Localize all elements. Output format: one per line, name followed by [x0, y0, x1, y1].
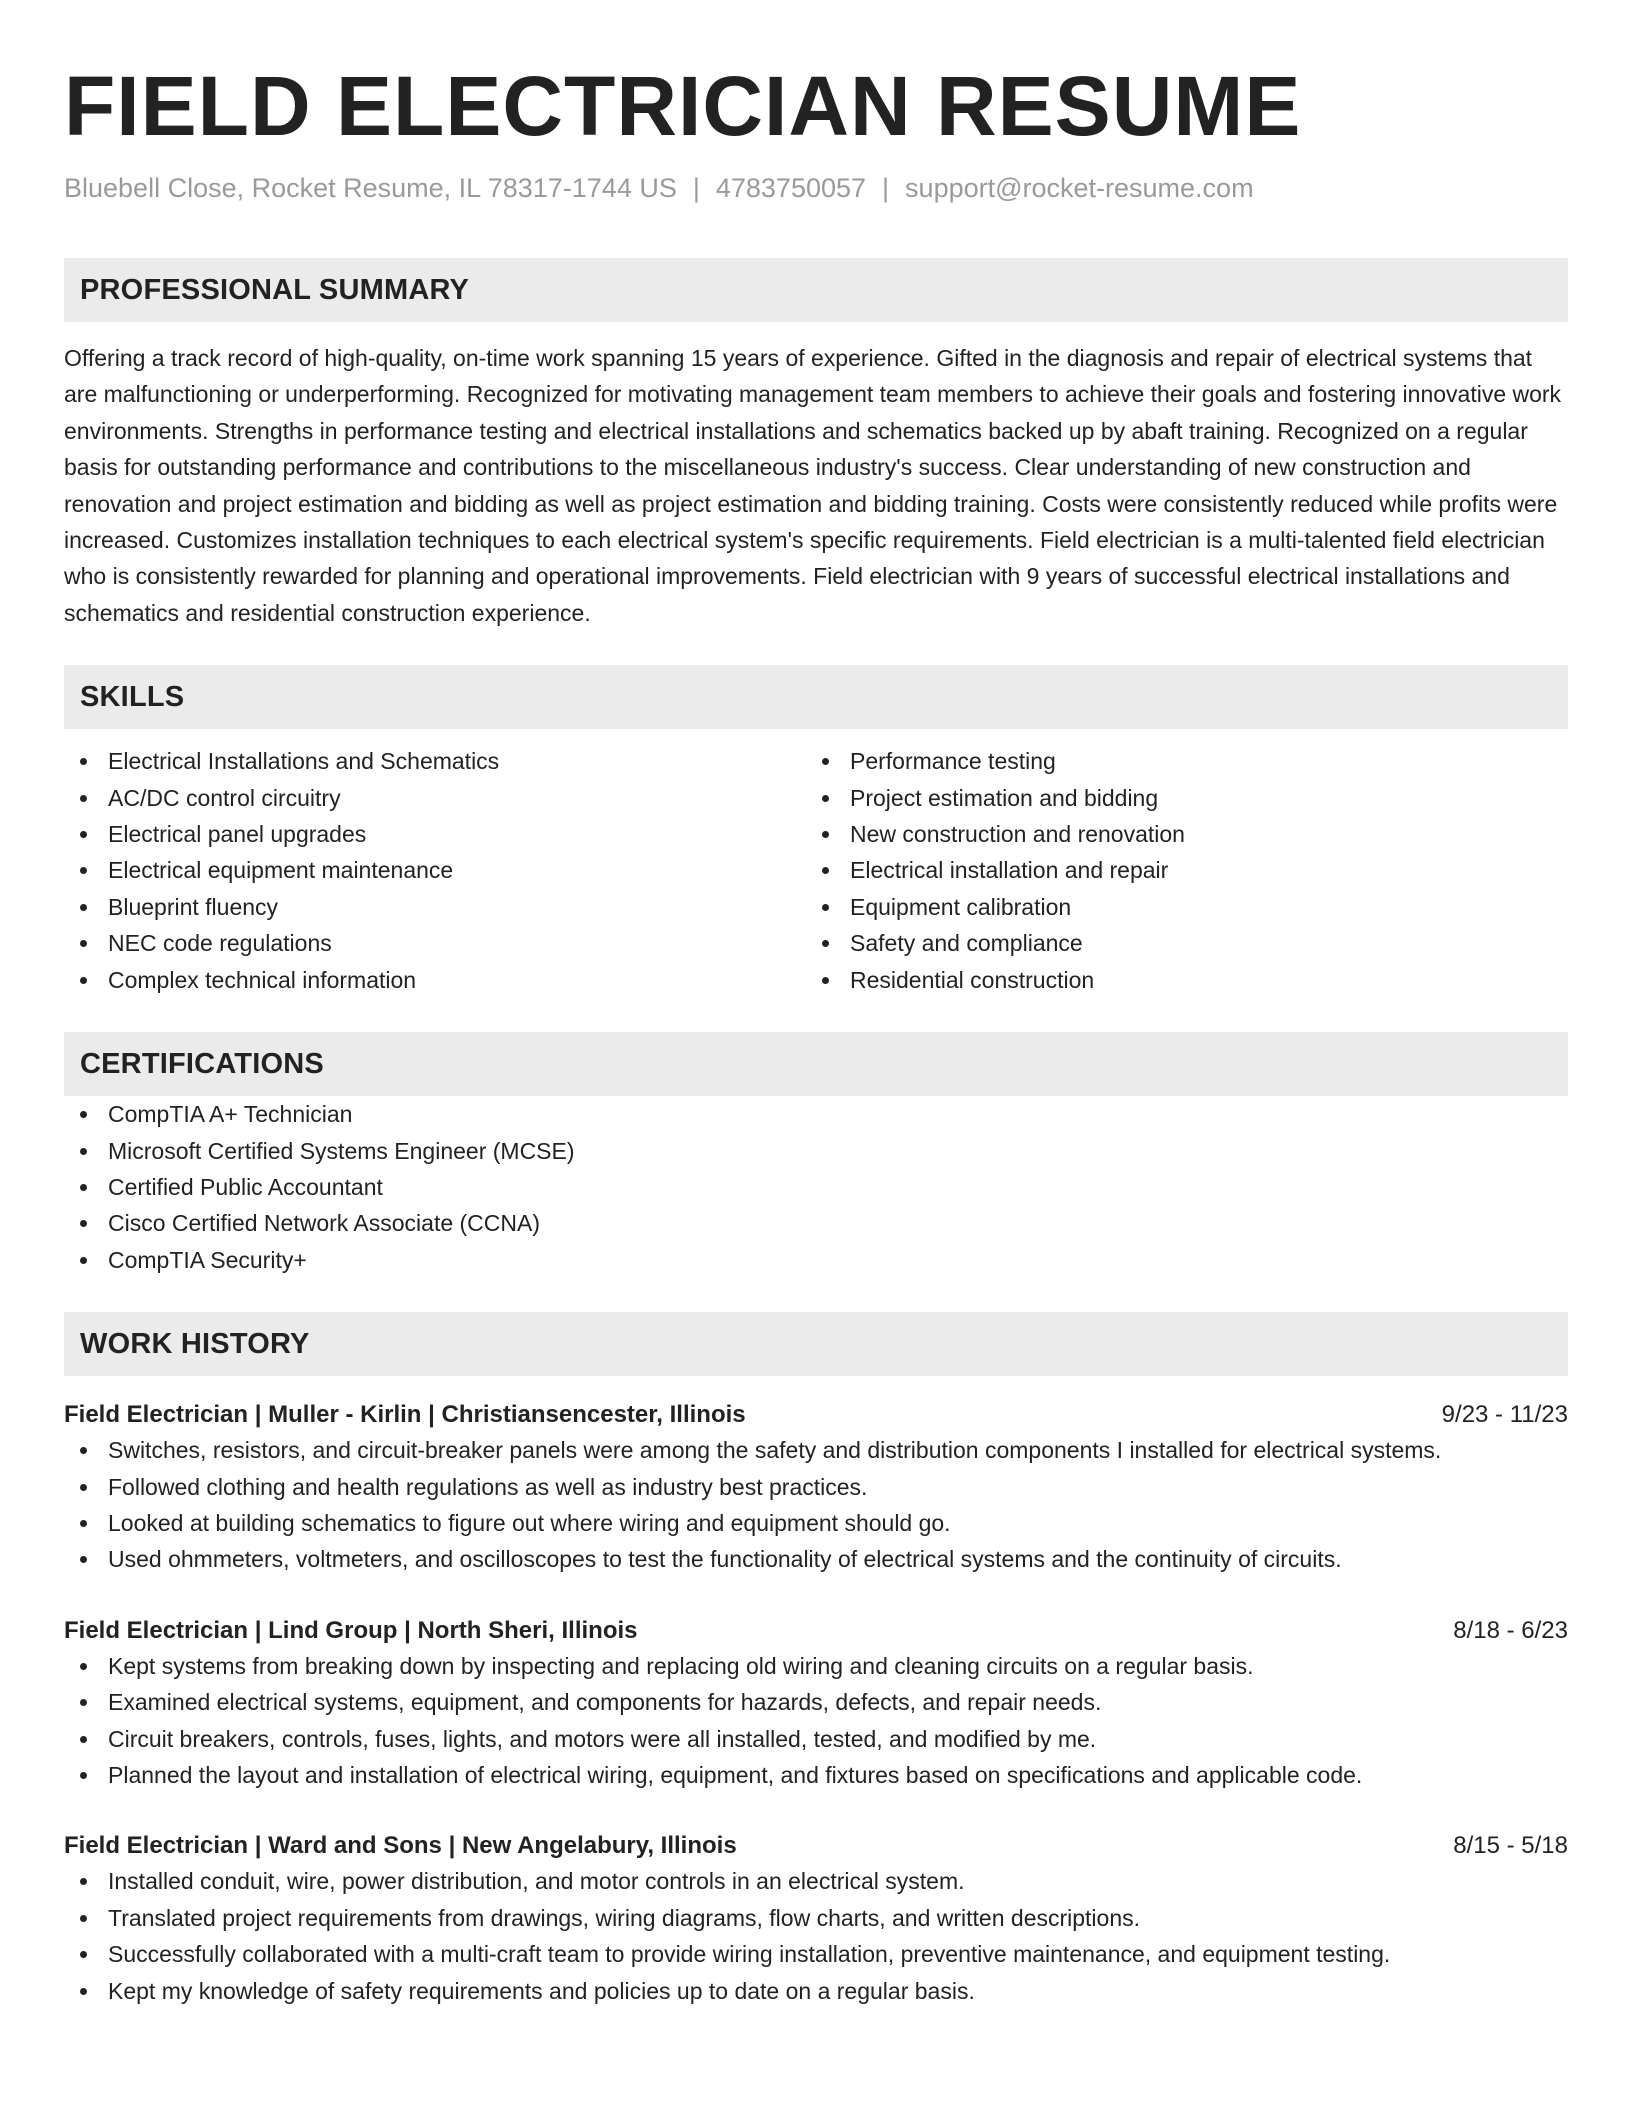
skills-list-right [806, 743, 1548, 998]
skill-item: NEC code regulations [64, 925, 806, 961]
job-bullet: Switches, resistors, and circuit-breaker panels were among the safety and distribution components I installed for electrical systems. [64, 1432, 1568, 1468]
contact-separator: | [882, 173, 890, 203]
contact-line [64, 170, 1568, 206]
certification-item: CompTIA A+ Technician [64, 1096, 1568, 1132]
certifications-list [64, 1096, 1568, 1278]
skill-item: Equipment calibration [806, 889, 1548, 925]
job-bullet: Kept my knowledge of safety requirements and policies up to date on a regular basis. [64, 1973, 1568, 2009]
contact-address: Bluebell Close, Rocket Resume, IL 78317-1744 US [64, 173, 677, 203]
job-bullet: Followed clothing and health regulations as well as industry best practices. [64, 1469, 1568, 1505]
job-bullet: Circuit breakers, controls, fuses, lights, and motors were all installed, tested, and modified by me. [64, 1721, 1568, 1757]
job-dates: 8/18 - 6/23 [1453, 1616, 1568, 1644]
job-bullets [64, 1432, 1568, 1578]
job-dates: 8/15 - 5/18 [1453, 1832, 1568, 1860]
job-heading-row [64, 1829, 1568, 1863]
resume-title: FIELD ELECTRICIAN RESUME [64, 59, 1302, 153]
certification-item: Microsoft Certified Systems Engineer (MCSE) [64, 1133, 1568, 1169]
job-bullets [64, 1648, 1568, 1794]
certification-item: CompTIA Security+ [64, 1242, 1568, 1278]
skills-column-left [64, 743, 806, 998]
section-header-certifications: CERTIFICATIONS [64, 1032, 1568, 1096]
skills-column-right [806, 743, 1548, 998]
job-bullet: Examined electrical systems, equipment, and components for hazards, defects, and repair needs. [64, 1684, 1568, 1720]
contact-phone: 4783750057 [715, 173, 867, 203]
skills-list-left [64, 743, 806, 998]
skill-item: Complex technical information [64, 962, 806, 998]
skill-item: AC/DC control circuitry [64, 780, 806, 816]
skill-item: Electrical equipment maintenance [64, 852, 806, 888]
job-bullet: Installed conduit, wire, power distribution, and motor controls in an electrical system. [64, 1863, 1568, 1899]
job-entry [64, 1829, 1568, 2009]
skill-item: Safety and compliance [806, 925, 1548, 961]
job-entry [64, 1614, 1568, 1794]
skill-item: Electrical Installations and Schematics [64, 743, 806, 779]
job-title: Field Electrician | Muller - Kirlin | Christiansencester, Illinois [64, 1401, 746, 1429]
job-dates: 9/23 - 11/23 [1441, 1401, 1568, 1429]
contact-email: support@rocket-resume.com [905, 173, 1254, 203]
section-header-summary: PROFESSIONAL SUMMARY [64, 258, 1568, 322]
certification-item: Certified Public Accountant [64, 1169, 1568, 1205]
skill-item: Performance testing [806, 743, 1548, 779]
job-entry [64, 1398, 1568, 1578]
job-bullet: Translated project requirements from drawings, wiring diagrams, flow charts, and written descriptions. [64, 1900, 1568, 1936]
section-header-work-history: WORK HISTORY [64, 1312, 1568, 1376]
skill-item: Blueprint fluency [64, 889, 806, 925]
job-heading-row [64, 1398, 1568, 1432]
skill-item: New construction and renovation [806, 816, 1548, 852]
summary-text: Offering a track record of high-quality, on-time work spanning 15 years of experience. Gifted in the diagnosis and repair of electrical systems that are malfunctioning or underperforming. Recognized for motivating management team members to achieve their goals and fostering innovative work environments. Strengths in performance testing and electrical installations and schematics backed up by abaft training. Recognized on a regular basis for outstanding performance and contributions to the miscellaneous industry's success. Clear understanding of new construction and renovation and project estimation and bidding as well as project estimation and bidding training. Costs were consistently reduced while profits were increased. Customizes installation techniques to each electrical system's specific requirements. Field electrician is a multi-talented field electrician who is consistently rewarded for planning and operational improvements. Field electrician with 9 years of successful electrical installations and schematics and residential construction experience. [64, 345, 1562, 626]
skill-item: Project estimation and bidding [806, 780, 1548, 816]
skill-item: Residential construction [806, 962, 1548, 998]
job-bullet: Kept systems from breaking down by inspecting and replacing old wiring and cleaning circuits on a regular basis. [64, 1648, 1568, 1684]
job-title: Field Electrician | Ward and Sons | New Angelabury, Illinois [64, 1832, 737, 1860]
skill-item: Electrical installation and repair [806, 852, 1548, 888]
job-bullet: Successfully collaborated with a multi-craft team to provide wiring installation, preventive maintenance, and equipment testing. [64, 1936, 1568, 1972]
contact-separator: | [692, 173, 700, 203]
job-heading-row [64, 1614, 1568, 1648]
certification-item: Cisco Certified Network Associate (CCNA) [64, 1205, 1568, 1241]
job-bullet: Planned the layout and installation of electrical wiring, equipment, and fixtures based on specifications and applicable code. [64, 1757, 1568, 1793]
section-header-skills: SKILLS [64, 665, 1568, 729]
job-title: Field Electrician | Lind Group | North Sheri, Illinois [64, 1616, 638, 1644]
job-bullets [64, 1863, 1568, 2009]
skill-item: Electrical panel upgrades [64, 816, 806, 852]
job-bullet: Used ohmmeters, voltmeters, and oscilloscopes to test the functionality of electrical systems and the continuity of circuits. [64, 1541, 1568, 1577]
job-bullet: Looked at building schematics to figure out where wiring and equipment should go. [64, 1505, 1568, 1541]
skills-grid [64, 743, 1568, 998]
